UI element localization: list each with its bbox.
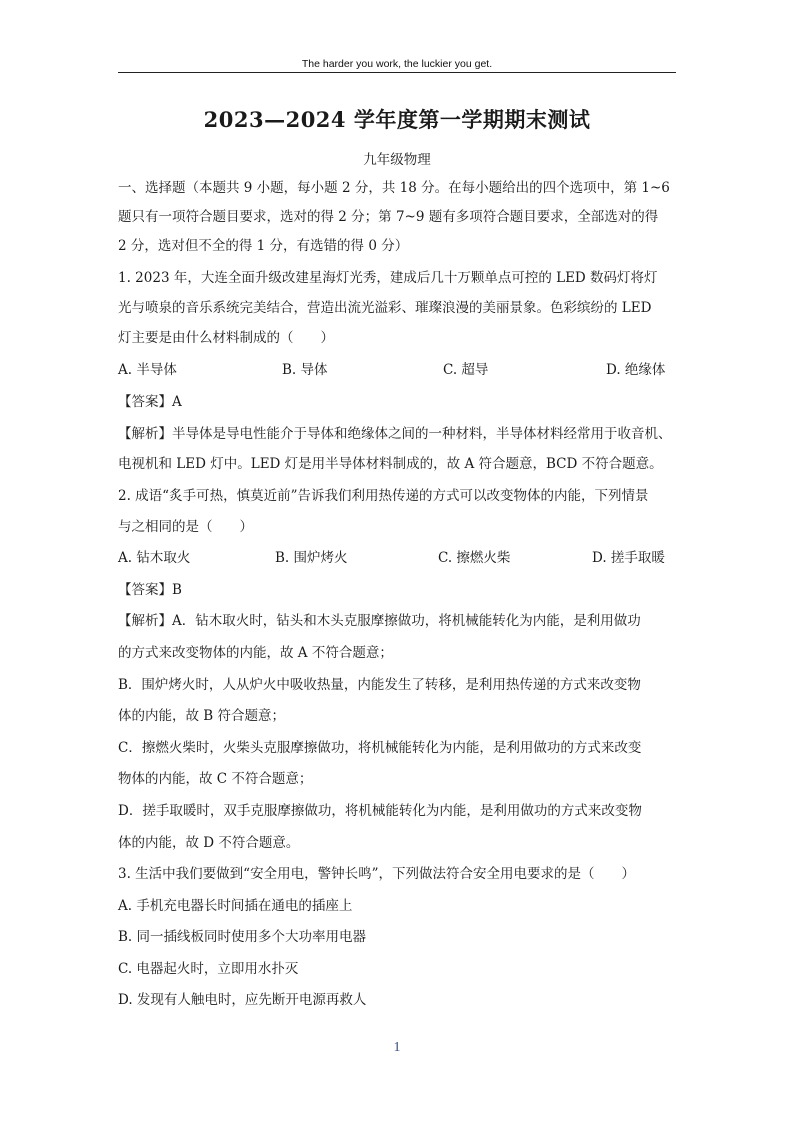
- question-1-option-d: D. 绝缘体: [606, 362, 666, 378]
- question-3-option-d: D. 发现有人触电时，应先断开电源再救人: [118, 992, 367, 1008]
- section-intro-line: 2 分，选对但不全的得 1 分，有选错的得 0 分）: [118, 238, 409, 254]
- header-divider: [118, 72, 676, 73]
- section-intro-line: 题只有一项符合题目要求，选对的得 2 分；第 7~9 题有多项符合题目要求，全部选对的得: [118, 209, 659, 225]
- question-1-option-c: C. 超导: [443, 362, 489, 378]
- question-2-analysis-line: D．搓手取暖时，双手克服摩擦做功，将机械能转化为内能，是利用做功的方式来改变物: [118, 803, 642, 819]
- question-2-option-a: A. 钻木取火: [118, 550, 191, 566]
- question-3-option-b: B. 同一插线板同时使用多个大功率用电器: [118, 929, 367, 945]
- page-subtitle: 九年级物理: [363, 152, 431, 168]
- question-1-answer: 【答案】A: [118, 394, 182, 410]
- question-1-stem-line: 1. 2023 年，大连全面升级改建星海灯光秀，建成后几十万颗单点可控的 LED 数码灯将灯: [118, 270, 658, 286]
- question-1-stem-line: 光与喷泉的音乐系统完美结合，营造出流光溢彩、璀璨浪漫的美丽景象。色彩缤纷的 LED: [118, 300, 652, 316]
- question-2-analysis-line: 体的内能，故 B 符合题意；: [118, 708, 286, 724]
- question-2-option-c: C. 擦燃火柴: [438, 550, 511, 566]
- header-motto: The harder you work, the luckier you get.: [301, 58, 493, 70]
- question-1-analysis-line: 【解析】半导体是导电性能介于导体和绝缘体之间的一种材料，半导体材料经常用于收音机、: [118, 426, 672, 442]
- question-2-analysis-line: C．擦燃火柴时，火柴头克服摩擦做功，将机械能转化为内能，是利用做功的方式来改变: [118, 740, 642, 756]
- question-2-analysis-line: 的方式来改变物体的内能，故 A 不符合题意；: [118, 645, 393, 661]
- question-2-stem-line: 2. 成语“炙手可热，慎莫近前”告诉我们利用热传递的方式可以改变物体的内能，下列情景: [118, 488, 649, 504]
- question-3-option-c: C. 电器起火时，立即用水扑灭: [118, 961, 299, 977]
- question-2-stem-line: 与之相同的是（ ）: [118, 519, 253, 535]
- question-2-answer: 【答案】B: [118, 582, 182, 598]
- question-2-analysis-line: 体的内能，故 D 不符合题意。: [118, 835, 300, 851]
- question-1-stem-line: 灯主要是由什么材料制成的（ ）: [118, 330, 334, 346]
- question-3-stem-line: 3. 生活中我们要做到“安全用电，警钟长鸣”，下列做法符合安全用电要求的是（ ）: [118, 866, 635, 882]
- question-3-option-a: A. 手机充电器长时间插在通电的插座上: [118, 898, 353, 914]
- question-2-option-d: D. 搓手取暖: [592, 550, 665, 566]
- question-2-analysis-line: 【解析】A．钻木取火时，钻头和木头克服摩擦做功，将机械能转化为内能，是利用做功: [118, 613, 641, 629]
- section-intro-line: 一、选择题（本题共 9 小题，每小题 2 分，共 18 分。在每小题给出的四个选项中，第 1~6: [118, 180, 670, 196]
- question-1-option-b: B. 导体: [282, 362, 328, 378]
- page-number: 1: [393, 1040, 401, 1055]
- question-2-analysis-line: B．围炉烤火时，人从炉火中吸收热量，内能发生了转移，是利用热传递的方式来改变物: [118, 677, 641, 693]
- question-1-option-a: A. 半导体: [118, 362, 177, 378]
- page-title: 2023—2024 学年度第一学期期末测试: [203, 107, 591, 132]
- question-2-option-b: B. 围炉烤火: [275, 550, 348, 566]
- question-1-analysis-line: 电视机和 LED 灯中。LED 灯是用半导体材料制成的，故 A 符合题意，BCD 不符合题意。: [118, 456, 663, 472]
- question-2-analysis-line: 物体的内能，故 C 不符合题意；: [118, 771, 313, 787]
